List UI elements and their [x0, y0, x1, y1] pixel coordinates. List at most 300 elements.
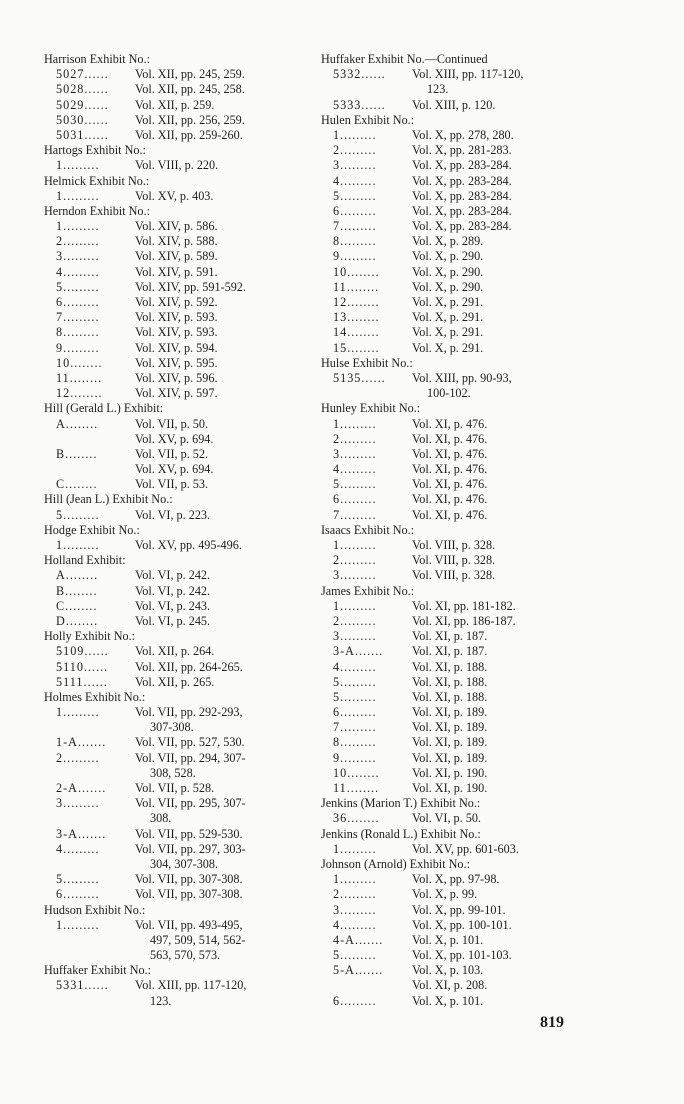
- index-entry: [44, 371, 312, 386]
- index-entry: [44, 811, 312, 826]
- index-entry: [44, 462, 312, 477]
- index-entry: [321, 599, 621, 614]
- index-entry: [321, 781, 621, 796]
- index-heading: Johnson (Arnold) Exhibit No.:: [321, 856, 470, 871]
- index-entry: [321, 903, 621, 918]
- volume-reference: Vol. X, p. 103.: [412, 963, 484, 978]
- volume-reference: 123.: [150, 993, 172, 1008]
- volume-reference: Vol. XI, p. 190.: [412, 781, 488, 795]
- index-entry: [44, 735, 312, 750]
- index-entry: [44, 310, 312, 325]
- volume-reference: Vol. X, p. 291.: [412, 295, 484, 309]
- volume-reference: Vol. XIV, pp. 591-592.: [135, 279, 246, 294]
- index-heading: Jenkins (Ronald L.) Exhibit No.:: [321, 826, 481, 841]
- index-entry: [321, 341, 621, 356]
- volume-reference: Vol. XV, p. 694.: [135, 431, 214, 446]
- exhibit-number: 5.........: [56, 507, 100, 522]
- index-entry: [321, 432, 621, 447]
- volume-reference: Vol. VII, p. 53.: [135, 477, 209, 492]
- index-entry: [321, 143, 621, 158]
- volume-reference: Vol. VII, pp. 307-308.: [135, 887, 243, 902]
- exhibit-number: 3.........: [333, 902, 377, 917]
- volume-reference: Vol. VII, p. 50.: [135, 416, 209, 431]
- index-entry: [44, 417, 312, 432]
- index-entry: [321, 128, 621, 143]
- exhibit-number: 1.........: [56, 705, 100, 720]
- index-entry: [321, 887, 621, 902]
- index-entry: [321, 751, 621, 766]
- index-entry: [44, 842, 312, 857]
- index-entry: [44, 599, 312, 614]
- exhibit-number: 11........: [333, 781, 380, 795]
- index-heading: Hartogs Exhibit No.:: [44, 143, 146, 158]
- index-entry: [321, 462, 621, 477]
- exhibit-number: 1.........: [333, 598, 377, 613]
- index-heading: Hill (Jean L.) Exhibit No.:: [44, 492, 173, 507]
- volume-reference: Vol. X, p. 99.: [412, 887, 478, 902]
- exhibit-number: 7.........: [333, 507, 377, 522]
- exhibit-number: 4.........: [333, 659, 377, 674]
- exhibit-number: 2.........: [56, 234, 100, 249]
- index-entry: [321, 280, 621, 295]
- volume-reference: Vol. X, p. 291.: [412, 310, 484, 325]
- volume-reference: Vol. X, p. 289.: [412, 234, 484, 249]
- exhibit-number: 11........: [56, 370, 103, 385]
- index-heading: Huffaker Exhibit No.—Continued: [321, 52, 488, 66]
- exhibit-number: 3.........: [56, 249, 100, 264]
- volume-reference: Vol. XII, p. 265.: [135, 674, 215, 689]
- exhibit-number: 3-A.......: [333, 644, 384, 659]
- exhibit-number: 1.........: [56, 188, 100, 203]
- exhibit-number: 1.........: [56, 917, 100, 932]
- volume-reference: 307-308.: [150, 720, 194, 735]
- index-heading: Holmes Exhibit No.:: [44, 689, 146, 704]
- volume-reference: Vol. VII, pp. 493-495,: [135, 917, 243, 932]
- exhibit-number: 5333......: [333, 97, 386, 112]
- exhibit-number: 9.........: [333, 750, 377, 765]
- volume-reference: Vol. XI, p. 190.: [412, 765, 488, 780]
- exhibit-number: 3.........: [333, 629, 377, 644]
- index-entry: [44, 781, 312, 796]
- volume-reference: Vol. XI, p. 188.: [412, 689, 488, 704]
- exhibit-number: 2.........: [333, 143, 377, 158]
- index-heading: Huffaker Exhibit No.:: [44, 963, 152, 978]
- volume-reference: Vol. VI, p. 242.: [135, 568, 211, 583]
- index-entry: [44, 857, 312, 872]
- volume-reference: Vol. X, p. 291.: [412, 325, 484, 340]
- volume-reference: Vol. XIII, pp. 117-120,: [135, 978, 247, 993]
- left-index-column: [44, 52, 312, 1009]
- exhibit-number: 6.........: [333, 492, 377, 507]
- index-entry: [44, 325, 312, 340]
- index-entry: [321, 98, 621, 113]
- index-entry: [44, 660, 312, 675]
- exhibit-number: 6.........: [56, 295, 100, 309]
- volume-reference: Vol. XV, p. 403.: [135, 188, 214, 203]
- index-entry: [321, 477, 621, 492]
- index-entry: [321, 842, 621, 857]
- exhibit-number: 1.........: [333, 872, 377, 887]
- volume-reference: Vol. XV, pp. 601-603.: [412, 841, 519, 856]
- index-heading: Holly Exhibit No.:: [44, 629, 136, 644]
- index-entry: [321, 720, 621, 735]
- exhibit-number: 9.........: [56, 340, 100, 355]
- index-entry: [44, 341, 312, 356]
- index-entry: [321, 614, 621, 629]
- index-entry: [44, 705, 312, 720]
- volume-reference: Vol. XIII, pp. 117-120,: [412, 67, 524, 82]
- volume-reference: Vol. VIII, p. 328.: [412, 553, 496, 568]
- index-entry: [44, 189, 312, 204]
- exhibit-number: 5027......: [56, 67, 109, 82]
- index-entry: [321, 174, 621, 189]
- volume-reference: Vol. XI, pp. 186-187.: [412, 613, 516, 628]
- volume-reference: Vol. XII, pp. 245, 258.: [135, 82, 245, 97]
- index-entry: [44, 356, 312, 371]
- exhibit-number: 7.........: [56, 310, 100, 325]
- exhibit-number: 4.........: [333, 462, 377, 477]
- index-entry: [321, 310, 621, 325]
- exhibit-number: 5.........: [56, 279, 100, 294]
- volume-reference: 308.: [150, 811, 172, 826]
- exhibit-number: 5-A.......: [333, 963, 384, 978]
- volume-reference: Vol. XI, p. 189.: [412, 705, 488, 720]
- volume-reference: Vol. VI, p. 242.: [135, 583, 211, 598]
- volume-reference: Vol. VII, pp. 292-293,: [135, 705, 243, 720]
- exhibit-number: 3.........: [333, 568, 377, 583]
- index-entry: [321, 766, 621, 781]
- volume-reference: Vol. XIV, p. 597.: [135, 386, 218, 401]
- volume-reference: Vol. XI, p. 476.: [412, 477, 488, 492]
- volume-reference: Vol. XIV, p. 586.: [135, 219, 218, 234]
- index-entry: [44, 265, 312, 280]
- volume-reference: Vol. X, pp. 283-284.: [412, 173, 512, 188]
- index-entry: [321, 994, 621, 1009]
- index-entry: [44, 568, 312, 583]
- volume-reference: Vol. XI, p. 188.: [412, 674, 488, 689]
- index-entry: [44, 751, 312, 766]
- index-entry: [44, 918, 312, 933]
- index-entry: [321, 933, 621, 948]
- volume-reference: Vol. X, p. 290.: [412, 249, 484, 264]
- index-entry: [44, 386, 312, 401]
- exhibit-number: 2.........: [56, 750, 100, 765]
- volume-reference: Vol. X, p. 101.: [412, 993, 484, 1008]
- right-index-column: [321, 52, 621, 1009]
- index-entry: [321, 553, 621, 568]
- exhibit-number: 2.........: [333, 613, 377, 628]
- index-entry: [44, 720, 312, 735]
- volume-reference: Vol. VI, p. 50.: [412, 811, 481, 826]
- index-entry: [44, 948, 312, 963]
- index-entry: [321, 371, 621, 386]
- index-heading: Hulen Exhibit No.:: [321, 112, 415, 127]
- volume-reference: Vol. XI, p. 187.: [412, 644, 488, 659]
- volume-reference: 308, 528.: [150, 765, 196, 780]
- volume-reference: Vol. XII, pp. 259-260.: [135, 127, 243, 142]
- index-entry: [321, 67, 621, 82]
- exhibit-number: 3.........: [333, 158, 377, 173]
- exhibit-number: 1.........: [56, 158, 100, 173]
- index-entry: [321, 675, 621, 690]
- exhibit-number: 1.........: [333, 127, 377, 142]
- volume-reference: Vol. XV, pp. 495-496.: [135, 538, 242, 552]
- index-heading: Jenkins (Marion T.) Exhibit No.:: [321, 796, 481, 811]
- volume-reference: Vol. XI, p. 476.: [412, 431, 488, 446]
- volume-reference: Vol. VI, p. 245.: [135, 613, 211, 628]
- exhibit-number: 10........: [333, 765, 380, 780]
- volume-reference: Vol. XIII, pp. 90-93,: [412, 370, 512, 385]
- exhibit-number: 3.........: [56, 796, 100, 811]
- index-entry: [44, 82, 312, 97]
- index-entry: [321, 963, 621, 978]
- volume-reference: 123.: [427, 82, 449, 97]
- volume-reference: Vol. X, pp. 99-101.: [412, 902, 506, 917]
- volume-reference: Vol. X, p. 291.: [412, 340, 484, 355]
- volume-reference: Vol. XIV, p. 594.: [135, 340, 218, 355]
- volume-reference: Vol. XI, p. 187.: [412, 629, 488, 644]
- exhibit-number: 4-A.......: [333, 932, 384, 947]
- exhibit-number: C........: [56, 598, 98, 613]
- index-entry: [44, 113, 312, 128]
- index-entry: [44, 432, 312, 447]
- exhibit-number: 2.........: [333, 553, 377, 568]
- index-entry: [44, 796, 312, 811]
- volume-reference: 304, 307-308.: [150, 856, 219, 871]
- exhibit-number: 5.........: [333, 477, 377, 492]
- index-entry: [321, 158, 621, 173]
- index-entry: [44, 933, 312, 948]
- index-entry: [321, 386, 621, 401]
- volume-reference: Vol. XIV, p. 588.: [135, 234, 218, 249]
- volume-reference: Vol. XI, pp. 181-182.: [412, 598, 516, 613]
- index-entry: [44, 67, 312, 82]
- index-entry: [44, 128, 312, 143]
- index-entry: [44, 827, 312, 842]
- volume-reference: Vol. X, pp. 281-283.: [412, 143, 512, 158]
- volume-reference: Vol. XI, p. 189.: [412, 720, 488, 735]
- volume-reference: Vol. X, pp. 283-284.: [412, 203, 512, 218]
- volume-reference: Vol. XI, p. 476.: [412, 492, 488, 507]
- page-number: 819: [540, 1014, 564, 1031]
- exhibit-number: 9.........: [333, 249, 377, 264]
- index-entry: [44, 538, 312, 553]
- volume-reference: Vol. X, pp. 97-98.: [412, 872, 500, 887]
- volume-reference: Vol. X, pp. 283-284.: [412, 188, 512, 203]
- index-entry: [321, 644, 621, 659]
- volume-reference: 100-102.: [427, 386, 471, 401]
- volume-reference: 497, 509, 514, 562-: [150, 932, 246, 947]
- index-entry: [44, 508, 312, 523]
- index-entry: [44, 644, 312, 659]
- volume-reference: Vol. XII, p. 264.: [135, 644, 215, 659]
- exhibit-number: 12........: [56, 386, 103, 401]
- index-entry: [321, 872, 621, 887]
- index-entry: [321, 82, 621, 97]
- index-entry: [321, 234, 621, 249]
- exhibit-number: B........: [56, 446, 98, 461]
- exhibit-number: 1.........: [56, 538, 100, 552]
- volume-reference: Vol. VII, pp. 294, 307-: [135, 750, 246, 765]
- index-entry: [321, 948, 621, 963]
- exhibit-number: 4.........: [56, 264, 100, 279]
- exhibit-number: 12........: [333, 295, 380, 309]
- volume-reference: Vol. VIII, p. 328.: [412, 568, 496, 583]
- exhibit-number: 15........: [333, 340, 380, 355]
- index-entry: [321, 295, 621, 310]
- exhibit-number: 2.........: [333, 431, 377, 446]
- index-entry: [321, 219, 621, 234]
- volume-reference: Vol. X, pp. 100-101.: [412, 917, 512, 932]
- index-entry: [321, 811, 621, 826]
- volume-reference: Vol. XIV, p. 589.: [135, 249, 218, 264]
- index-heading: Hodge Exhibit No.:: [44, 522, 140, 537]
- volume-reference: Vol. X, pp. 101-103.: [412, 948, 512, 963]
- exhibit-number: 2.........: [333, 887, 377, 902]
- exhibit-number: 6.........: [333, 203, 377, 218]
- exhibit-number: 5.........: [333, 948, 377, 963]
- exhibit-number: 5135......: [333, 370, 386, 385]
- volume-reference: Vol. VII, pp. 529-530.: [135, 826, 243, 841]
- index-heading: Harrison Exhibit No.:: [44, 52, 150, 66]
- volume-reference: Vol. XI, p. 476.: [412, 462, 488, 477]
- index-entry: [321, 249, 621, 264]
- volume-reference: Vol. VII, pp. 297, 303-: [135, 841, 246, 856]
- index-entry: [44, 887, 312, 902]
- index-entry: [321, 690, 621, 705]
- volume-reference: Vol. XI, p. 189.: [412, 750, 488, 765]
- exhibit-number: 5.........: [333, 188, 377, 203]
- index-entry: [44, 584, 312, 599]
- volume-reference: Vol. XIII, p. 120.: [412, 97, 496, 112]
- volume-reference: Vol. VII, pp. 527, 530.: [135, 735, 245, 750]
- index-entry: [44, 994, 312, 1009]
- volume-reference: Vol. X, p. 290.: [412, 279, 484, 294]
- exhibit-number: 36........: [333, 811, 380, 826]
- volume-reference: Vol. XIV, p. 593.: [135, 310, 218, 325]
- exhibit-number: 5.........: [333, 689, 377, 704]
- volume-reference: Vol. X, pp. 278, 280.: [412, 127, 514, 142]
- index-entry: [321, 204, 621, 219]
- exhibit-number: 13........: [333, 310, 380, 325]
- exhibit-number: 5031......: [56, 127, 109, 142]
- exhibit-number: 5111......: [56, 674, 108, 689]
- volume-reference: Vol. XII, pp. 245, 259.: [135, 67, 245, 82]
- index-entry: [321, 189, 621, 204]
- exhibit-number: A........: [56, 568, 99, 583]
- volume-reference: Vol. VIII, p. 220.: [135, 158, 219, 173]
- index-heading: Herndon Exhibit No.:: [44, 203, 150, 218]
- exhibit-number: 4.........: [333, 173, 377, 188]
- index-entry: [321, 325, 621, 340]
- index-entry: [321, 660, 621, 675]
- index-entry: [44, 872, 312, 887]
- index-entry: [44, 978, 312, 993]
- index-entry: [321, 538, 621, 553]
- exhibit-number: 8.........: [56, 325, 100, 340]
- exhibit-number: 5332......: [333, 67, 386, 82]
- index-entry: [321, 492, 621, 507]
- index-heading: Helmick Exhibit No.:: [44, 173, 150, 188]
- volume-reference: Vol. XII, p. 259.: [135, 97, 215, 112]
- volume-reference: Vol. XIV, p. 593.: [135, 325, 218, 340]
- volume-reference: Vol. VI, p. 223.: [135, 507, 211, 522]
- exhibit-number: 10........: [333, 264, 380, 279]
- volume-reference: Vol. XII, pp. 256, 259.: [135, 112, 245, 127]
- exhibit-number: B........: [56, 583, 98, 598]
- exhibit-number: 1.........: [56, 219, 100, 234]
- index-heading: Isaacs Exhibit No.:: [321, 522, 415, 537]
- volume-reference: Vol. XI, p. 188.: [412, 659, 488, 674]
- exhibit-number: 5030......: [56, 112, 109, 127]
- exhibit-number: 11........: [333, 279, 380, 294]
- index-entry: [44, 234, 312, 249]
- exhibit-number: 8.........: [333, 735, 377, 750]
- exhibit-number: 4.........: [333, 917, 377, 932]
- index-entry: [321, 918, 621, 933]
- index-heading: Hunley Exhibit No.:: [321, 401, 421, 416]
- exhibit-number: 6.........: [56, 887, 100, 902]
- exhibit-number: 3-A.......: [56, 826, 107, 841]
- volume-reference: Vol. VIII, p. 328.: [412, 538, 496, 552]
- index-entry: [321, 417, 621, 432]
- exhibit-number: 6.........: [333, 993, 377, 1008]
- index-entry: [321, 629, 621, 644]
- exhibit-number: 7.........: [333, 720, 377, 735]
- exhibit-number: 10........: [56, 355, 103, 370]
- index-entry: [44, 98, 312, 113]
- volume-reference: Vol. XI, p. 476.: [412, 507, 488, 522]
- volume-reference: Vol. XI, p. 476.: [412, 416, 488, 431]
- index-heading: Hill (Gerald L.) Exhibit:: [44, 401, 164, 416]
- volume-reference: Vol. VII, pp. 307-308.: [135, 872, 243, 887]
- exhibit-number: 14........: [333, 325, 380, 340]
- exhibit-number: 5.........: [333, 674, 377, 689]
- index-entry: [44, 219, 312, 234]
- exhibit-number: 8.........: [333, 234, 377, 249]
- index-heading: Hulse Exhibit No.:: [321, 355, 413, 370]
- index-entry: [321, 568, 621, 583]
- exhibit-number: 5028......: [56, 82, 109, 97]
- volume-reference: Vol. X, p. 101.: [412, 932, 484, 947]
- exhibit-number: C........: [56, 477, 98, 492]
- exhibit-number: 1.........: [333, 841, 377, 856]
- index-heading: Holland Exhibit:: [44, 553, 126, 568]
- index-heading: Hudson Exhibit No.:: [44, 902, 146, 917]
- index-entry: [44, 675, 312, 690]
- volume-reference: Vol. XI, p. 189.: [412, 735, 488, 750]
- index-entry: [44, 447, 312, 462]
- volume-reference: Vol. XII, pp. 264-265.: [135, 659, 243, 674]
- exhibit-number: 5029......: [56, 97, 109, 112]
- index-entry: [44, 295, 312, 310]
- exhibit-number: 5331......: [56, 978, 109, 993]
- index-entry: [44, 249, 312, 264]
- exhibit-number: 5109......: [56, 644, 109, 659]
- exhibit-number: 3.........: [333, 446, 377, 461]
- index-entry: [44, 614, 312, 629]
- volume-reference: Vol. XIV, p. 596.: [135, 370, 218, 385]
- volume-reference: Vol. VII, p. 52.: [135, 446, 209, 461]
- exhibit-number: 2-A.......: [56, 781, 107, 795]
- volume-reference: Vol. XIV, p. 592.: [135, 295, 218, 309]
- volume-reference: Vol. XI, p. 476.: [412, 446, 488, 461]
- exhibit-number: 4.........: [56, 841, 100, 856]
- index-entry: [321, 978, 621, 993]
- index-entry: [321, 447, 621, 462]
- volume-reference: 563, 570, 573.: [150, 948, 221, 963]
- volume-reference: Vol. XV, p. 694.: [135, 462, 214, 477]
